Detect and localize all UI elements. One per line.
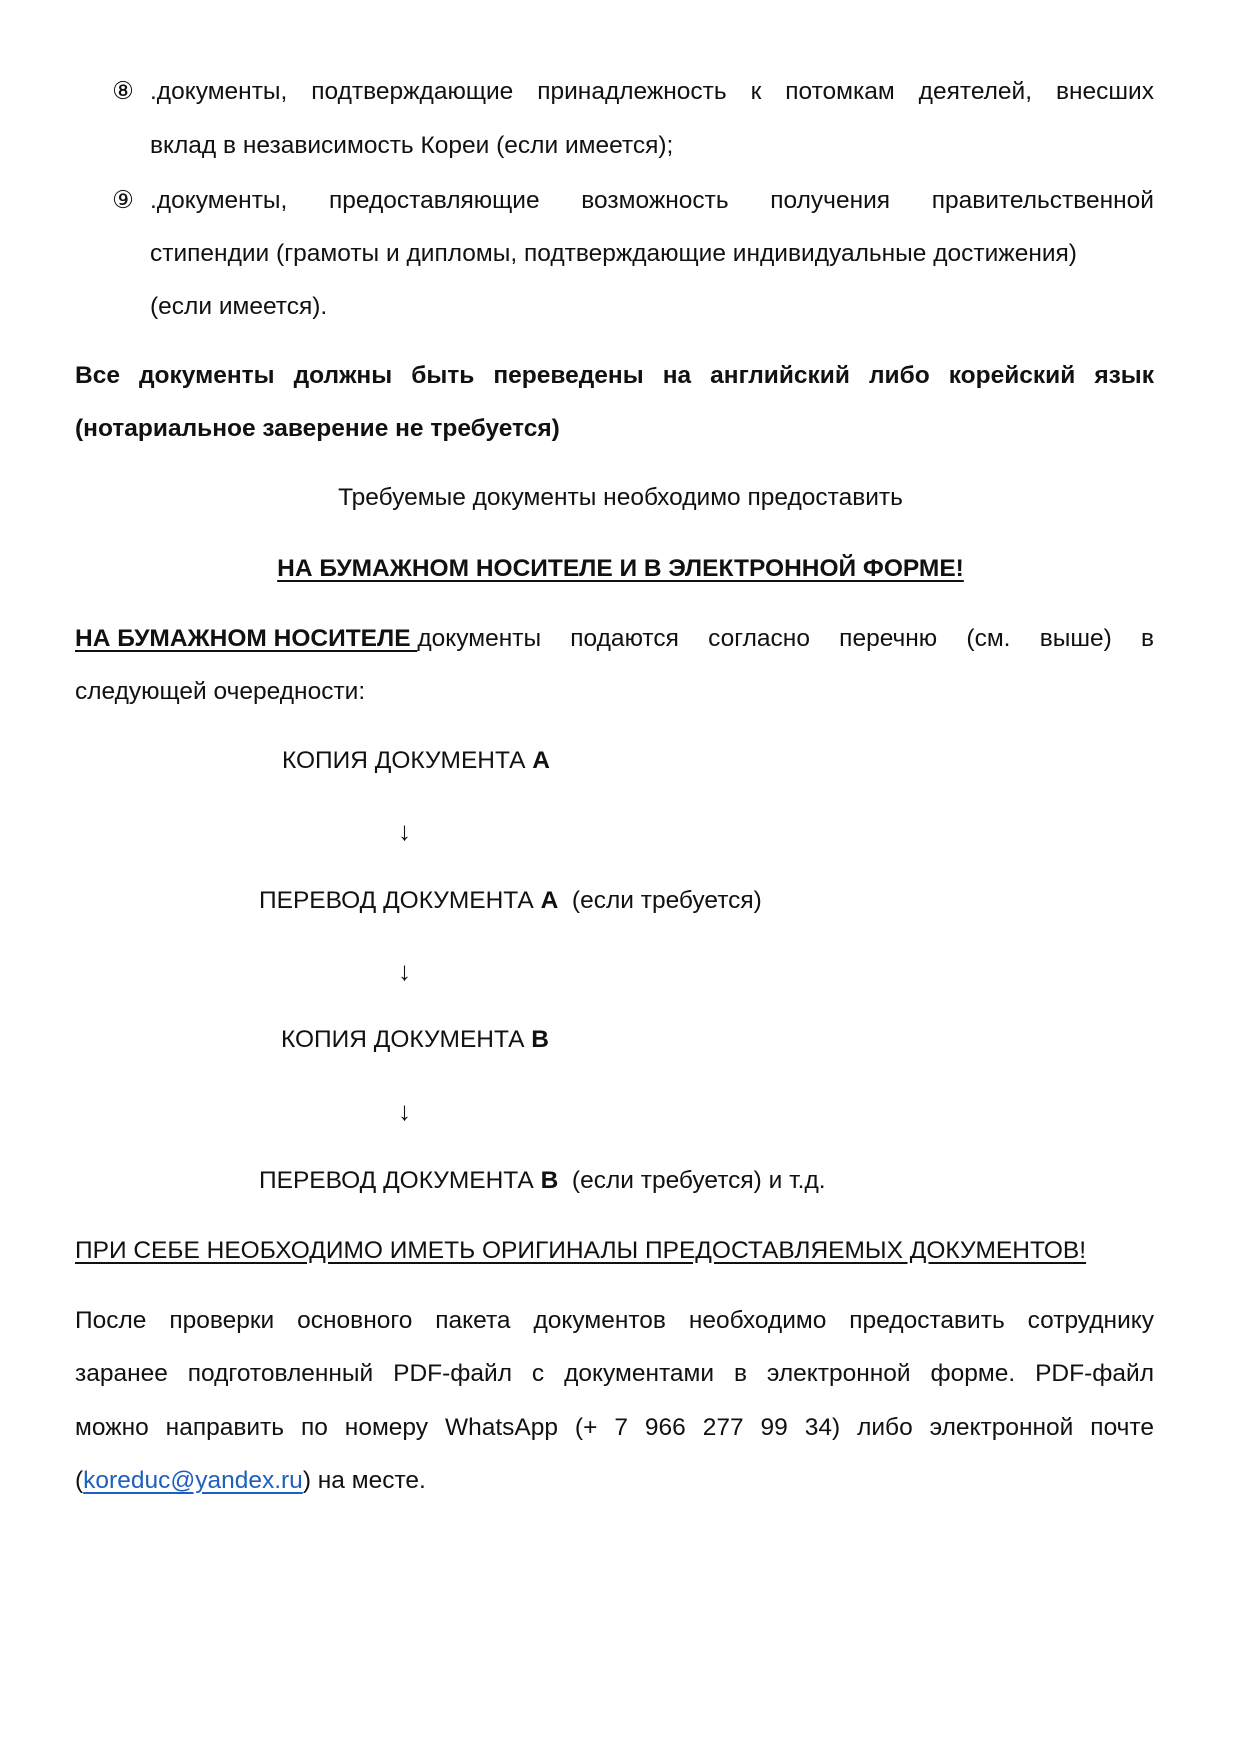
sequence-step-2-suffix: (если требуется)	[558, 887, 762, 914]
down-arrow-icon: ↓	[398, 1096, 411, 1126]
list-item-9-line-3: (если имеется).	[150, 293, 328, 320]
sequence-step-3	[281, 1025, 549, 1055]
sequence-step-1-letter: А	[532, 747, 550, 774]
list-item-9-line-1: .документы, предоставляющие возможность получения правительственной	[150, 187, 1154, 214]
translation-notice-line-2: (нотариальное заверение не требуется)	[75, 415, 560, 442]
sequence-step-1	[282, 746, 550, 776]
down-arrow-icon: ↓	[398, 816, 411, 846]
sequence-step-4-suffix: (если требуется) и т.д.	[558, 1167, 826, 1194]
list-marker-9: ⑨	[112, 187, 134, 214]
sequence-step-1-text: КОПИЯ ДОКУМЕНТА	[282, 747, 533, 774]
sequence-step-4-letter: В	[540, 1167, 559, 1194]
sequence-step-2	[259, 886, 762, 916]
electronic-line-1: После проверки основного пакета документов необходимо предоставить сотруднику	[75, 1307, 1154, 1334]
down-arrow-icon: ↓	[398, 956, 411, 986]
originals-notice: ПРИ СЕБЕ НЕОБХОДИМО ИМЕТЬ ОРИГИНАЛЫ ПРЕДОСТАВЛЯЕМЫХ ДОКУМЕНТОВ!	[75, 1237, 1087, 1264]
after-email: ) на месте.	[302, 1467, 426, 1494]
email-link[interactable]: koreduc@yandex.ru	[83, 1467, 303, 1494]
sequence-step-4	[259, 1166, 826, 1196]
sequence-step-4-text: ПЕРЕВОД ДОКУМЕНТА	[259, 1167, 541, 1194]
paper-label: НА БУМАЖНОМ НОСИТЕЛЕ	[75, 625, 418, 652]
electronic-line-4	[75, 1466, 426, 1496]
submission-intro: Требуемые документы необходимо предоставить	[338, 484, 903, 511]
sequence-step-3-text: КОПИЯ ДОКУМЕНТА	[281, 1026, 532, 1053]
electronic-line-3: можно направить по номеру WhatsApp (+ 7 966 277 99 34) либо электронной почте	[75, 1414, 1154, 1441]
paper-rest: документы подаются согласно перечню (см. выше) в	[417, 625, 1154, 652]
open-paren: (	[75, 1467, 84, 1494]
list-item-8-line-2: вклад в независимость Кореи (если имеется);	[150, 132, 674, 159]
paper-paragraph-line-1	[75, 624, 1154, 654]
translation-notice-line-1: Все документы должны быть переведены на английский либо корейский язык	[75, 362, 1154, 389]
list-item-9-line-2: стипендии (грамоты и дипломы, подтверждающие индивидуальные достижения)	[150, 240, 1077, 267]
list-item-8-line-1: .документы, подтверждающие принадлежность к потомкам деятелей, внесших	[150, 78, 1154, 105]
submission-emphasis: НА БУМАЖНОМ НОСИТЕЛЕ И В ЭЛЕКТРОННОЙ ФОРМЕ!	[277, 555, 964, 582]
list-marker-8: ⑧	[112, 78, 134, 105]
sequence-step-2-text: ПЕРЕВОД ДОКУМЕНТА	[259, 887, 541, 914]
sequence-step-3-letter: В	[531, 1026, 549, 1053]
paper-paragraph-line-2: следующей очередности:	[75, 678, 366, 705]
electronic-line-2: заранее подготовленный PDF-файл с документами в электронной форме. PDF-файл	[75, 1360, 1154, 1387]
sequence-step-2-letter: А	[540, 887, 559, 914]
